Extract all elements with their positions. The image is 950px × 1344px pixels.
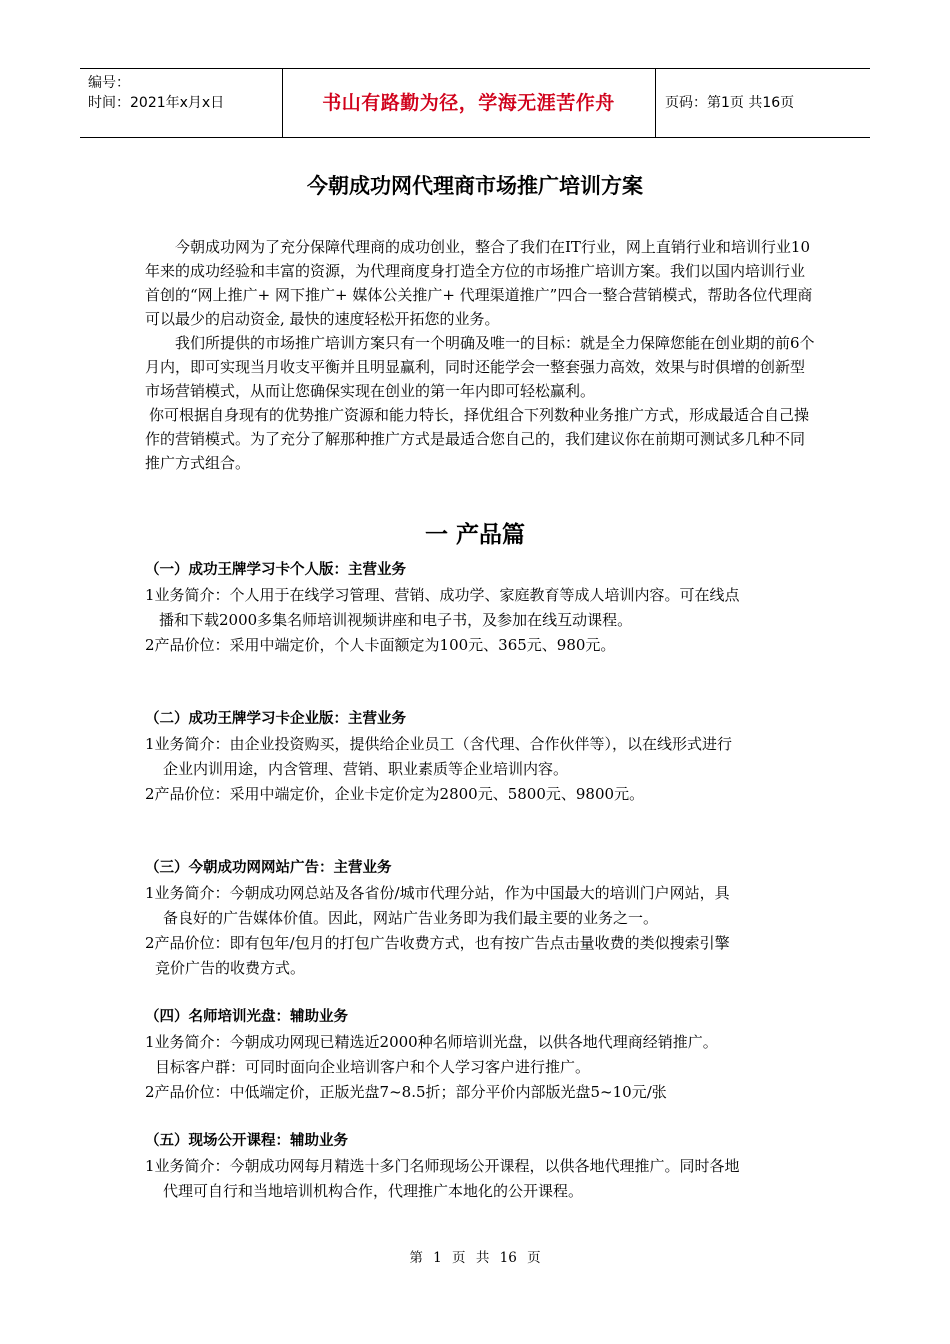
section-3	[145, 856, 825, 981]
section-2	[145, 707, 825, 807]
section-line: 代理可自行和当地培训机构合作，代理推广本地化的公开课程。	[163, 1182, 584, 1200]
section-heading: （二）成功王牌学习卡企业版：主营业务	[145, 711, 406, 727]
section-5	[145, 1129, 825, 1204]
section-4	[145, 1005, 825, 1105]
section-heading: （五）现场公开课程：辅助业务	[145, 1133, 348, 1149]
header-page-cell	[655, 69, 870, 137]
page-header	[80, 68, 870, 138]
page-footer: 第 1 页 共 16 页	[409, 1250, 541, 1266]
header-motto-cell	[282, 69, 656, 137]
section-line: 1业务简介：个人用于在线学习管理、营销、成功学、家庭教育等成人培训内容。可在线点	[145, 586, 740, 604]
header-page-info: 页码：第1页 共16页	[665, 95, 795, 111]
intro-paragraph: 我们所提供的市场推广培训方案只有一个明确及唯一的目标：就是全力保障您能在创业期的前6个月内，即可实现当月收支平衡并且明显赢利，同时还能学会一整套强力高效，效果与时俱增的创新型市场营销模式，从而让您确保实现在创业的第一年内即可轻松赢利。	[145, 334, 815, 400]
section-line: 播和下载2000多集名师培训视频讲座和电子书，及参加在线互动课程。	[159, 611, 633, 629]
section-line: 1业务简介：由企业投资购买，提供给企业员工（含代理、合作伙伴等），以在线形式进行	[145, 735, 733, 753]
chapter-heading: 一 产品篇	[424, 522, 525, 548]
section-line: 1业务简介：今朝成功网现已精选近2000种名师培训光盘，以供各地代理商经销推广。	[145, 1033, 718, 1051]
document-title: 今朝成功网代理商市场推广培训方案	[307, 174, 643, 198]
section-line: 目标客户群：可同时面向企业培训客户和个人学习客户进行推广。	[155, 1058, 591, 1076]
section-line: 2产品价位：中低端定价，正版光盘7~8.5折；部分平价内部版光盘5~10元/张	[145, 1083, 667, 1101]
intro-paragraph: 今朝成功网为了充分保障代理商的成功创业，整合了我们在IT行业，网上直销行业和培训行业10年来的成功经验和丰富的资源，为代理商度身打造全方位的市场推广培训方案。我们以国内培训行业首创的“网上推广+ 网下推广+ 媒体公关推广+ 代理渠道推广”四合一整合营销模式，帮助各位代理商可以最少的启动资金, 最快的速度轻松开拓您的业务。	[145, 238, 813, 328]
section-heading: （四）名师培训光盘：辅助业务	[145, 1009, 348, 1025]
section-heading: （一）成功王牌学习卡个人版：主营业务	[145, 562, 406, 578]
section-line: 2产品价位：采用中端定价，个人卡面额定为100元、365元、980元。	[145, 636, 616, 654]
intro-paragraph: 你可根据自身现有的优势推广资源和能力特长，择优组合下列数种业务推广方式，形成最适合自己操作的营销模式。为了充分了解那种推广方式是最适合您自己的，我们建议你在前期可测试多几种不同推广方式组合。	[145, 406, 810, 472]
header-motto: 书山有路勤为径，学海无涯苦作舟	[322, 92, 615, 114]
document-time-label: 时间：2021年x月x日	[88, 95, 225, 111]
section-line: 备良好的广告媒体价值。因此，网站广告业务即为我们最主要的业务之一。	[163, 909, 659, 927]
section-heading: （三）今朝成功网网站广告：主营业务	[145, 860, 392, 876]
document-number-label: 编号：	[88, 75, 130, 91]
section-line: 2产品价位：即有包年/包月的打包广告收费方式，也有按广告点击量收费的类似搜索引擎	[145, 934, 730, 952]
header-meta-cell	[80, 69, 283, 137]
section-line: 2产品价位：采用中端定价，企业卡定价定为2800元、5800元、9800元。	[145, 785, 645, 803]
section-1	[145, 558, 825, 658]
section-line: 1业务简介：今朝成功网每月精选十多门名师现场公开课程，以供各地代理推广。同时各地	[145, 1157, 740, 1175]
section-line: 1业务简介：今朝成功网总站及各省份/城市代理分站，作为中国最大的培训门户网站，具	[145, 884, 730, 902]
section-line: 竞价广告的收费方式。	[155, 959, 306, 977]
section-line: 企业内训用途，内含管理、营销、职业素质等企业培训内容。	[163, 760, 569, 778]
intro-paragraphs	[145, 235, 815, 475]
